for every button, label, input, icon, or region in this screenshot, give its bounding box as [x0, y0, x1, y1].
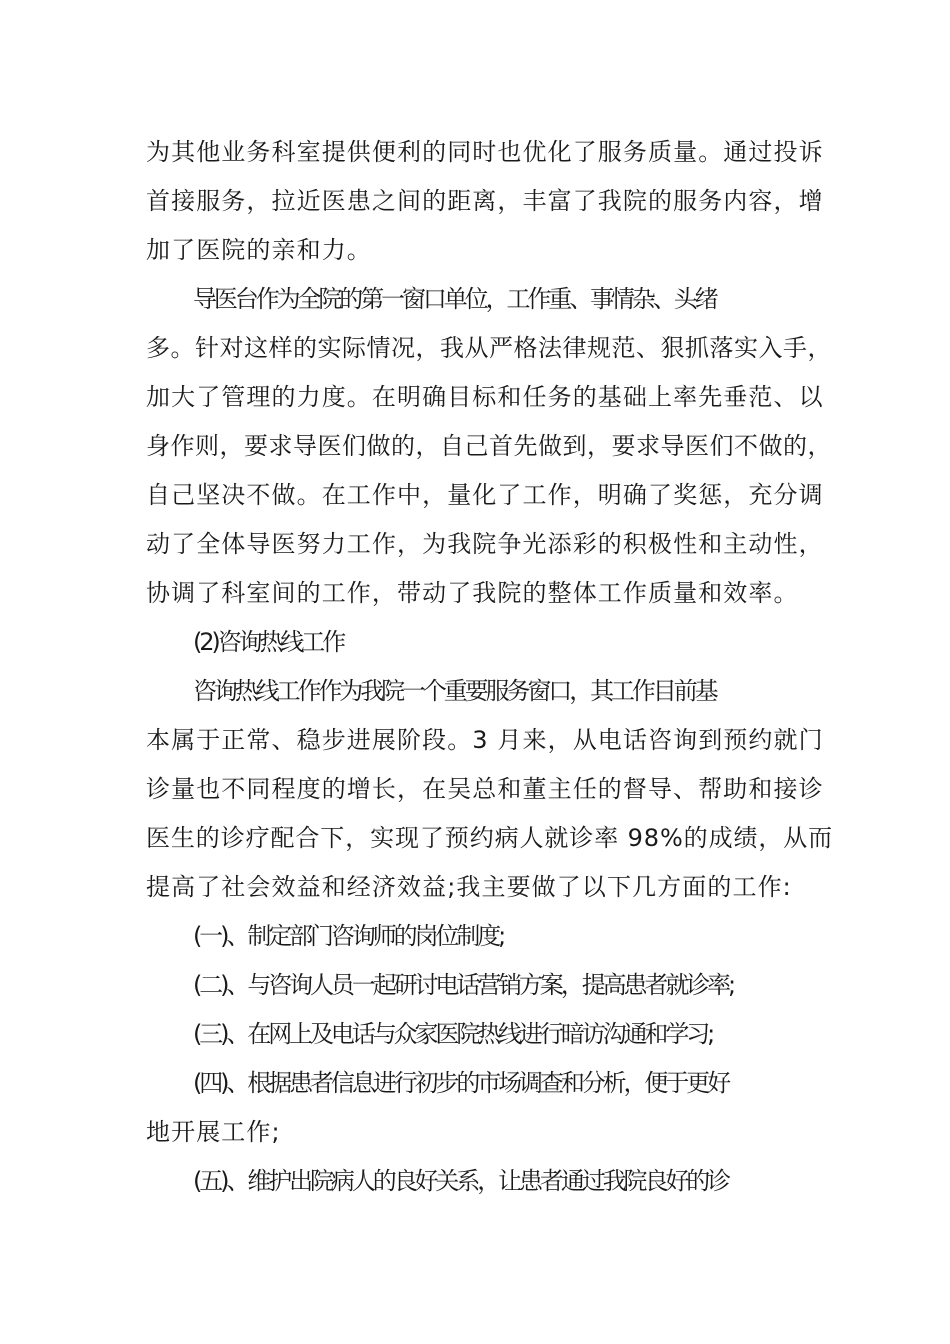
text-line: 为其他业务科室提供便利的同时也优化了服务质量。通过投诉 [146, 138, 824, 166]
text-line: 首接服务，拉近医患之间的距离，丰富了我院的服务内容，增 [146, 187, 824, 215]
document-body [146, 128, 836, 1206]
list-item: (一)、制定部门咨询师的岗位制度; [193, 922, 504, 950]
list-item: (二)、与咨询人员一起研讨电话营销方案，提高患者就诊率; [193, 971, 734, 999]
section-heading: (2)咨询热线工作 [193, 628, 344, 656]
text-line: 动了全体导医努力工作，为我院争光添彩的积极性和主动性， [146, 530, 824, 558]
text-line: 加大了管理的力度。在明确目标和任务的基础上率先垂范、以 [146, 383, 824, 411]
list-item: (三)、在网上及电话与众家医院热线进行暗访沟通和学习; [193, 1020, 713, 1048]
text-line: 加了医院的亲和力。 [146, 236, 372, 264]
text-line: 诊量也不同程度的增长，在吴总和董主任的督导、帮助和接诊 [146, 775, 824, 803]
text-line: 多。针对这样的实际情况，我从严格法律规范、狠抓落实入手， [146, 334, 832, 362]
text-line: 地开展工作; [146, 1118, 281, 1146]
list-item: (四)、根据患者信息进行初步的市场调查和分析，便于更好 [193, 1069, 729, 1097]
list-item: (五)、维护出院病人的良好关系，让患者通过我院良好的诊 [193, 1167, 729, 1195]
text-line: 自己坚决不做。在工作中，量化了工作，明确了奖惩，充分调 [146, 481, 824, 509]
text-line: 医生的诊疗配合下，实现了预约病人就诊率 98%的成绩，从而 [146, 824, 834, 852]
text-line: 咨询热线工作作为我院一个重要服务窗口，其工作目前基 [193, 677, 716, 705]
text-line: 导医台作为全院的第一窗口单位，工作重、事情杂、头绪 [193, 285, 716, 313]
text-line: 提高了社会效益和经济效益;我主要做了以下几方面的工作: [146, 873, 792, 901]
text-line: 身作则，要求导医们做的，自己首先做到，要求导医们不做的， [146, 432, 832, 460]
text-line: 协调了科室间的工作，带动了我院的整体工作质量和效率。 [146, 579, 799, 607]
text-line: 本属于正常、稳步进展阶段。3 月来，从电话咨询到预约就门 [146, 726, 824, 754]
